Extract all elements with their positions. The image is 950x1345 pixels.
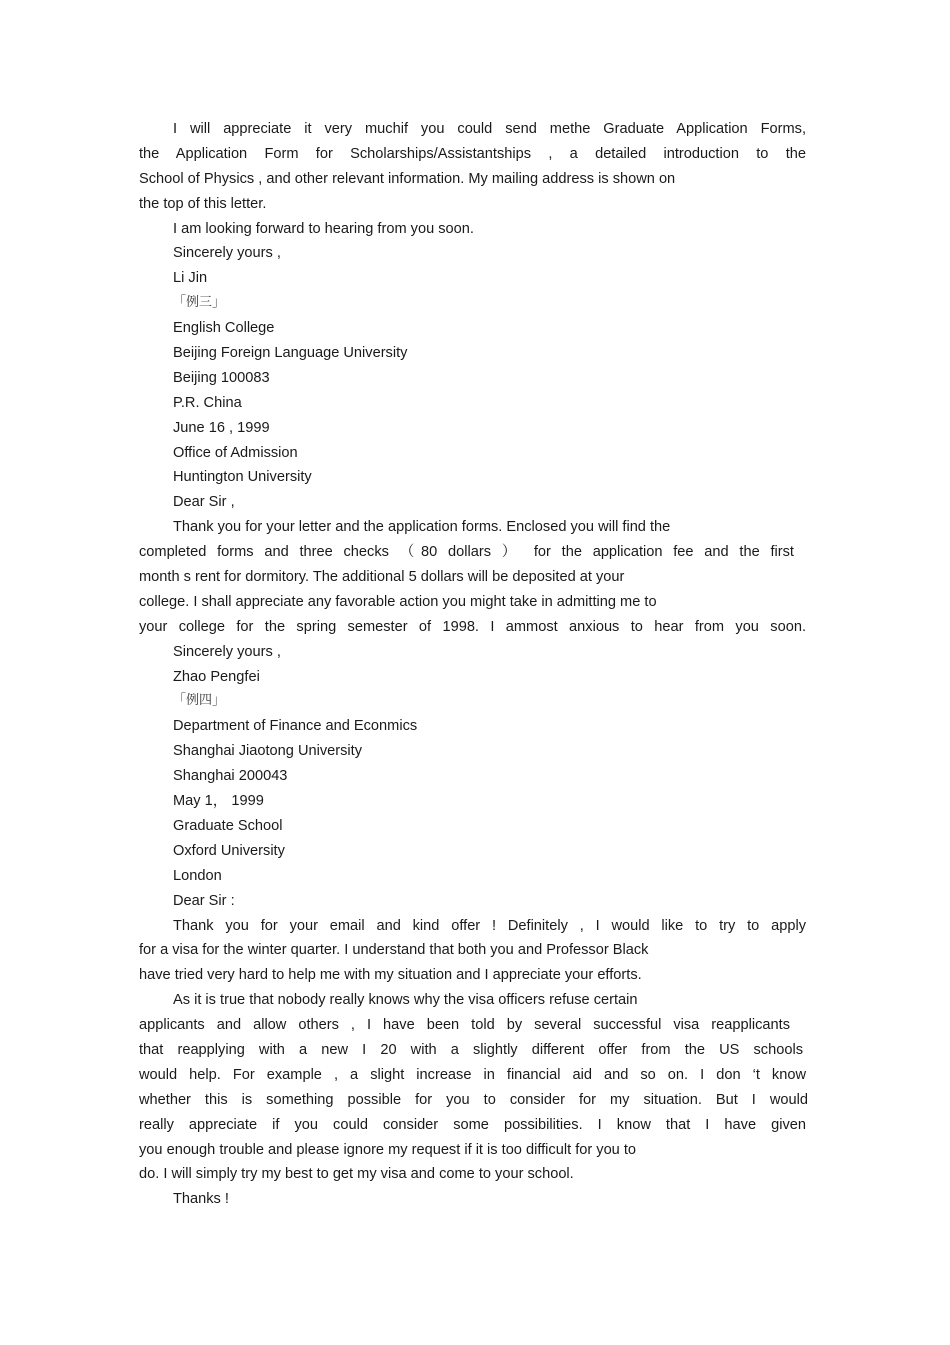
body-line: your college for the spring semester of 1998. I ammost anxious to hear from you soon. xyxy=(139,618,806,635)
recipient-address-line: Office of Admission xyxy=(173,444,298,461)
closing: Sincerely yours , xyxy=(173,643,281,660)
closing: Sincerely yours , xyxy=(173,245,281,262)
body-line: that reapplying with a new I 20 with a slightly different offer from the US schools xyxy=(139,1041,803,1058)
sender-address-line: Beijing 100083 xyxy=(173,369,270,386)
recipient-address-line: Graduate School xyxy=(173,817,283,834)
example-heading: 「例四」 xyxy=(173,693,226,709)
body-line: you enough trouble and please ignore my request if it is too difficult for you to xyxy=(139,1141,637,1158)
body-line: the top of this letter. xyxy=(139,195,267,212)
body-line: month s rent for dormitory. The additional 5 dollars will be deposited at your xyxy=(139,569,625,586)
recipient-address-line: Oxford University xyxy=(173,842,285,859)
sender-address-line: Shanghai Jiaotong University xyxy=(173,743,363,760)
recipient-address-line: Huntington University xyxy=(173,469,312,486)
sender-address-line: Shanghai 200043 xyxy=(173,768,288,785)
signature: Li Jin xyxy=(173,270,208,287)
letter-date: June 16 , 1999 xyxy=(173,419,270,436)
signature: Zhao Pengfei xyxy=(173,668,260,685)
body-line: Thank you for your email and kind offer ! Definitely , I would like to try to apply xyxy=(173,917,806,934)
example-heading: 「例三」 xyxy=(173,295,226,311)
body-line: School of Physics , and other relevant information. My mailing address is shown on xyxy=(139,170,676,187)
sender-address-line: Beijing Foreign Language University xyxy=(173,345,408,362)
closing: Thanks ! xyxy=(173,1191,229,1208)
body-line: applicants and allow others , I have been told by several successful visa reapplicants xyxy=(139,1017,790,1034)
body-line: completed forms and three checks （80 dollars ） for the application fee and the first xyxy=(139,544,794,561)
sender-address-line: P.R. China xyxy=(173,394,242,411)
body-line: I will appreciate it very muchif you could send methe Graduate Application Forms, xyxy=(173,121,806,137)
body-line: Thank you for your letter and the application forms. Enclosed you will find the xyxy=(173,519,671,536)
body-line: whether this is something possible for you to consider for my situation. But I would xyxy=(139,1091,808,1108)
body-line: college. I shall appreciate any favorable action you might take in admitting me to xyxy=(139,593,657,610)
body-line: I am looking forward to hearing from you soon. xyxy=(173,220,474,237)
body-line: have tried very hard to help me with my situation and I appreciate your efforts. xyxy=(139,967,642,984)
sender-address-line: Department of Finance and Econmics xyxy=(173,718,418,735)
document-page xyxy=(139,117,806,1212)
body-line: As it is true that nobody really knows why the visa officers refuse certain xyxy=(173,992,638,1009)
body-line: really appreciate if you could consider some possibilities. I know that I have given xyxy=(139,1116,806,1133)
letter-date: May 1， 1999 xyxy=(173,793,264,810)
salutation: Dear Sir , xyxy=(173,494,235,511)
salutation: Dear Sir : xyxy=(173,892,235,909)
recipient-address-line: London xyxy=(173,867,222,884)
body-line: would help. For example , a slight increase in financial aid and so on. I don ‘t know xyxy=(139,1066,806,1083)
body-line: the Application Form for Scholarships/Assistantships , a detailed introduction to the xyxy=(139,145,806,162)
sender-address-line: English College xyxy=(173,320,275,337)
body-line: do. I will simply try my best to get my visa and come to your school. xyxy=(139,1166,574,1183)
body-line: for a visa for the winter quarter. I understand that both you and Professor Black xyxy=(139,942,649,959)
